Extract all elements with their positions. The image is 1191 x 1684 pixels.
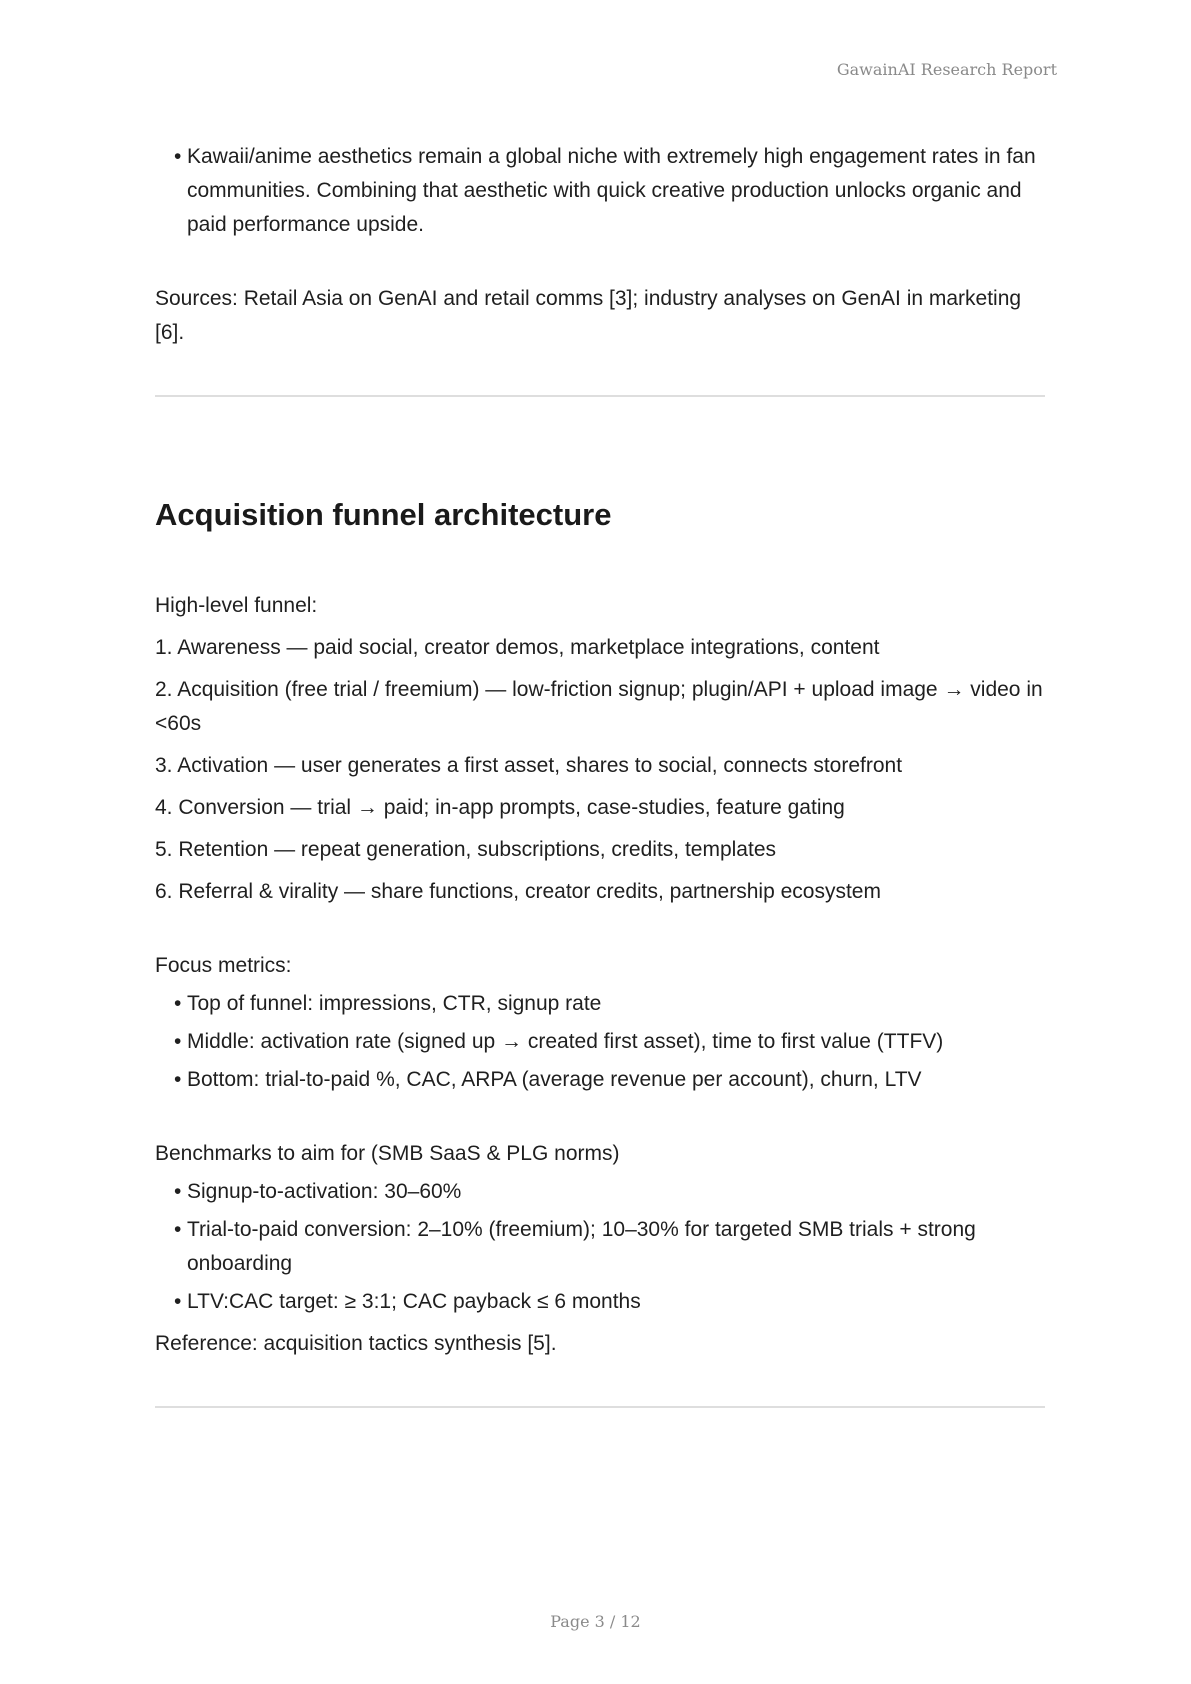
reference-paragraph: Reference: acquisition tactics synthesis [5]. xyxy=(155,1332,557,1355)
report-header-title: GawainAI Research Report xyxy=(836,60,1057,79)
sources-paragraph: Sources: Retail Asia on GenAI and retail comms [3]; industry analyses on GenAI in marketing [6]. xyxy=(155,287,1022,344)
funnel-step: 3. Activation — user generates a first asset, shares to social, connects storefront xyxy=(155,754,903,777)
section-divider xyxy=(155,1406,1045,1408)
section-title: Acquisition funnel architecture xyxy=(155,497,612,532)
funnel-step: 2. Acquisition (free trial / freemium) — low-friction signup; plugin/API + upload image → video in <60s xyxy=(155,678,1043,735)
page-content xyxy=(155,140,1045,1408)
intro-bullet-list xyxy=(155,140,1045,242)
metrics-bullet-list xyxy=(155,987,1045,1097)
list-item: • Kawaii/anime aesthetics remain a global niche with extremely high engagement rates in fan communities. Combining that aesthetic with quick creative production unlocks organic and paid performance upside. xyxy=(187,140,1045,242)
list-item: • LTV:CAC target: ≥ 3:1; CAC payback ≤ 6 months xyxy=(187,1285,1045,1319)
list-item: • Bottom: trial-to-paid %, CAC, ARPA (average revenue per account), churn, LTV xyxy=(187,1063,1045,1097)
list-item: • Middle: activation rate (signed up → created first asset), time to first value (TTFV) xyxy=(187,1025,1045,1059)
metrics-label: Focus metrics: xyxy=(155,954,292,977)
funnel-step: 4. Conversion — trial → paid; in-app prompts, case-studies, feature gating xyxy=(155,796,845,819)
funnel-step: 1. Awareness — paid social, creator demos, marketplace integrations, content xyxy=(155,636,880,659)
list-item: • Top of funnel: impressions, CTR, signup rate xyxy=(187,987,1045,1021)
benchmarks-label: Benchmarks to aim for (SMB SaaS & PLG norms) xyxy=(155,1142,620,1165)
page-number: Page 3 / 12 xyxy=(550,1612,641,1631)
list-item: • Signup-to-activation: 30–60% xyxy=(187,1175,1045,1209)
list-item: • Trial-to-paid conversion: 2–10% (freemium); 10–30% for targeted SMB trials + strong onboarding xyxy=(187,1213,1045,1281)
funnel-label: High-level funnel: xyxy=(155,594,318,617)
benchmarks-bullet-list xyxy=(155,1175,1045,1319)
funnel-step: 5. Retention — repeat generation, subscriptions, credits, templates xyxy=(155,838,776,861)
section-divider xyxy=(155,395,1045,397)
funnel-steps-list xyxy=(155,631,1045,909)
funnel-step: 6. Referral & virality — share functions, creator credits, partnership ecosystem xyxy=(155,880,881,903)
